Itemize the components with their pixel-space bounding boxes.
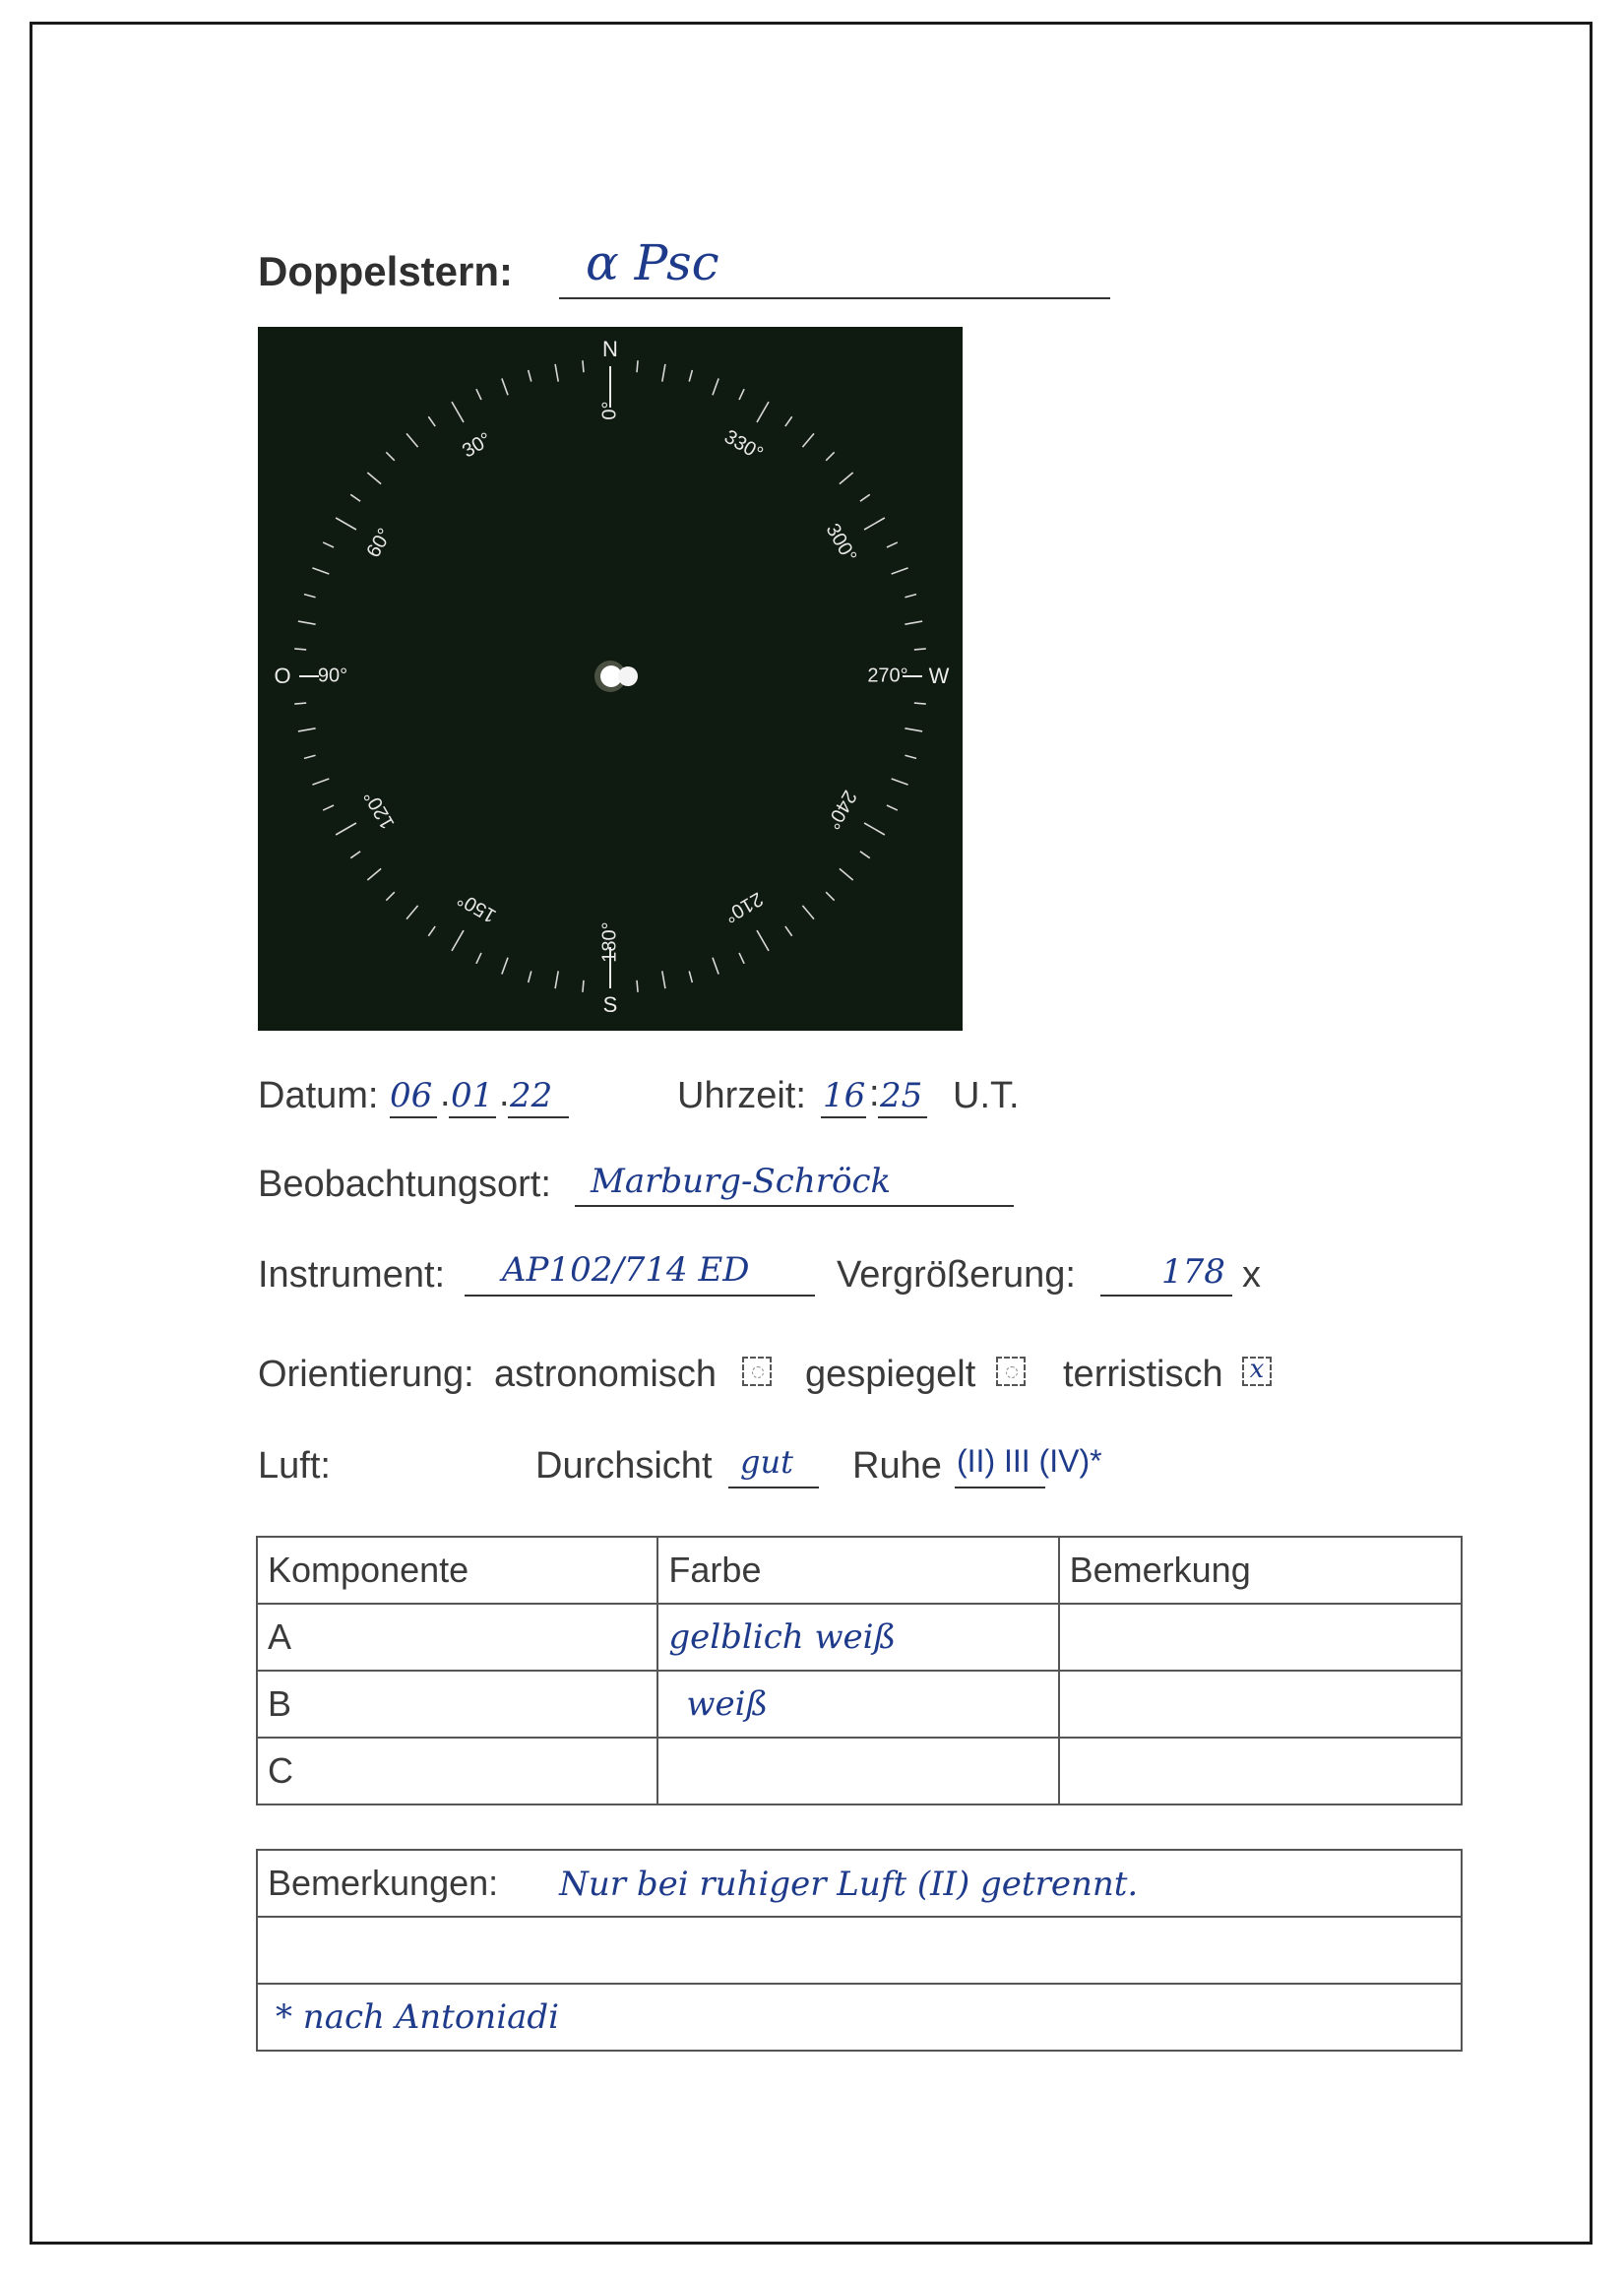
remarks-blank-line[interactable] <box>257 1917 1462 1984</box>
compass-tick <box>864 823 885 835</box>
time-sep: : <box>869 1073 880 1114</box>
compass-tick <box>323 542 334 547</box>
cell-remark[interactable] <box>1059 1604 1462 1671</box>
compass-tick <box>428 926 435 936</box>
location-underline <box>575 1205 1014 1207</box>
compass-tick <box>452 930 464 951</box>
degree-label: 150° <box>454 887 501 927</box>
calm-value[interactable]: (II) III (IV)* <box>957 1443 1102 1479</box>
compass-tick <box>583 360 584 372</box>
degree-label: 180° <box>598 921 621 963</box>
compass-tick <box>757 930 769 951</box>
compass-tick <box>386 452 394 460</box>
table-row <box>257 1671 1462 1738</box>
compass-tick <box>294 703 306 704</box>
doppelstern-underline <box>559 297 1110 299</box>
degree-label: 330° <box>719 425 767 466</box>
degree-label: 300° <box>821 520 861 567</box>
compass-tick <box>905 728 922 731</box>
magnification-underline <box>1100 1295 1232 1297</box>
compass-tick <box>802 433 814 447</box>
remarks-row <box>257 1850 1462 1917</box>
compass-tick <box>350 494 360 501</box>
orientation-option-astronomisch: astronomisch <box>494 1354 717 1395</box>
east-label: O <box>274 664 291 688</box>
degree-label: 90° <box>317 665 348 687</box>
compass-tick <box>476 389 481 400</box>
compass-tick <box>476 953 481 964</box>
eyepiece-field <box>258 327 963 1031</box>
compass-tick <box>840 868 853 880</box>
compass-tick <box>298 728 316 731</box>
compass-tick <box>905 595 916 598</box>
compass-tick <box>367 473 381 484</box>
compass-tick <box>785 416 792 426</box>
west-label: W <box>928 664 950 688</box>
compass-tick <box>757 402 769 422</box>
remarks-row <box>257 1917 1462 1984</box>
checkbox-terristisch-mark: x <box>1249 1355 1265 1384</box>
compass-tick <box>367 868 381 880</box>
compass-tick <box>905 621 922 624</box>
compass-tick <box>802 906 814 919</box>
date-month-underline <box>449 1116 496 1118</box>
magnification-suffix: x <box>1242 1254 1261 1296</box>
compass-tick <box>887 542 898 547</box>
table-row <box>257 1738 1462 1804</box>
cell-remark[interactable] <box>1059 1738 1462 1804</box>
header-farbe: Farbe <box>657 1537 1058 1604</box>
orientation-label: Orientierung: <box>258 1354 474 1395</box>
remarks-text[interactable]: Nur bei ruhiger Luft (II) getrennt. <box>559 1865 1139 1904</box>
compass-tick <box>826 452 834 460</box>
time-minute-underline <box>878 1116 927 1118</box>
date-year-underline <box>508 1116 569 1118</box>
compass-tick <box>312 568 329 574</box>
compass-tick <box>428 416 435 426</box>
compass-tick <box>713 378 718 395</box>
compass-tick <box>452 402 464 422</box>
compass-tick <box>713 958 718 975</box>
magnification-value[interactable]: 178 <box>1161 1252 1225 1292</box>
date-day-underline <box>390 1116 437 1118</box>
date-sep-1: . <box>440 1073 451 1114</box>
date-day[interactable]: 06 <box>390 1076 433 1115</box>
remarks-label: Bemerkungen: <box>268 1863 499 1903</box>
time-suffix: U.T. <box>953 1075 1020 1116</box>
calm-label: Ruhe <box>852 1445 942 1487</box>
degree-label: 60° <box>362 525 397 562</box>
doppelstern-label: Doppelstern: <box>258 248 514 294</box>
cell-component: C <box>257 1738 657 1804</box>
compass-tick <box>304 755 316 758</box>
table-row <box>257 1604 1462 1671</box>
compass-tick <box>864 518 885 530</box>
degree-label: 270° <box>867 665 908 687</box>
time-hour[interactable]: 16 <box>823 1076 866 1115</box>
air-label: Luft: <box>258 1445 331 1487</box>
compass-tick <box>336 823 356 835</box>
degree-label: 210° <box>719 887 767 927</box>
table-header-row <box>257 1537 1462 1604</box>
compass-rose <box>258 327 963 1031</box>
date-month[interactable]: 01 <box>451 1076 494 1115</box>
date-sep-2: . <box>499 1073 510 1114</box>
double-star <box>594 661 638 692</box>
degree-label: 120° <box>359 786 400 833</box>
compass-tick <box>914 703 926 704</box>
remarks-table <box>256 1849 1463 2052</box>
compass-tick <box>840 473 853 484</box>
checkbox-astronomisch[interactable] <box>742 1357 772 1386</box>
degree-label: 0° <box>598 401 621 420</box>
compass-tick <box>406 906 418 919</box>
compass-tick <box>294 649 306 650</box>
orientation-option-terristisch: terristisch <box>1063 1354 1223 1395</box>
remarks-row <box>257 1984 1462 2051</box>
transparency-label: Durchsicht <box>535 1445 713 1487</box>
compass-tick <box>637 360 638 372</box>
degree-label: 240° <box>821 786 861 833</box>
location-label: Beobachtungsort: <box>258 1164 551 1205</box>
date-label: Datum: <box>258 1075 379 1116</box>
date-year[interactable]: 22 <box>510 1076 553 1115</box>
compass-tick <box>739 953 744 964</box>
compass-tick <box>529 370 531 382</box>
checkbox-gespiegelt[interactable] <box>996 1357 1026 1386</box>
north-label: N <box>602 337 618 361</box>
cell-color[interactable]: weiß <box>657 1671 1058 1738</box>
compass-tick <box>905 755 916 758</box>
cell-color[interactable]: gelblich weiß <box>657 1604 1058 1671</box>
compass-tick <box>312 779 329 785</box>
cell-component: B <box>257 1671 657 1738</box>
compass-tick <box>739 389 744 400</box>
compass-tick <box>386 892 394 900</box>
calm-underline <box>955 1487 1045 1488</box>
south-label: S <box>602 992 618 1017</box>
compass-tick <box>637 981 638 992</box>
degree-label: 30° <box>459 428 496 463</box>
compass-tick <box>914 649 926 650</box>
cell-component: A <box>257 1604 657 1671</box>
cell-color[interactable] <box>657 1738 1058 1804</box>
compass-tick <box>892 779 908 785</box>
checkbox-terristisch[interactable] <box>1242 1357 1272 1386</box>
compass-tick <box>336 518 356 530</box>
header-bemerkung: Bemerkung <box>1059 1537 1462 1604</box>
instrument-label: Instrument: <box>258 1254 446 1296</box>
compass-tick <box>555 971 558 988</box>
doppelstern-value[interactable]: α Psc <box>586 234 719 291</box>
compass-tick <box>350 852 360 858</box>
compass-tick <box>860 852 870 858</box>
compass-tick <box>502 378 508 395</box>
compass-tick <box>785 926 792 936</box>
orientation-option-gespiegelt: gespiegelt <box>805 1354 976 1395</box>
instrument-underline <box>465 1295 815 1297</box>
transparency-underline <box>728 1487 819 1488</box>
magnification-label: Vergrößerung: <box>837 1254 1076 1296</box>
header-komponente: Komponente <box>257 1537 657 1604</box>
compass-tick <box>887 805 898 810</box>
compass-tick <box>323 805 334 810</box>
compass-tick <box>304 595 316 598</box>
compass-tick <box>689 971 692 982</box>
components-table <box>256 1536 1463 1805</box>
cell-remark[interactable] <box>1059 1671 1462 1738</box>
time-minute[interactable]: 25 <box>880 1076 923 1115</box>
compass-tick <box>502 958 508 975</box>
compass-tick <box>298 621 316 624</box>
compass-tick <box>555 364 558 382</box>
transparency-value[interactable]: gut <box>740 1443 793 1481</box>
instrument-value[interactable]: AP102/714 ED <box>502 1250 750 1290</box>
compass-tick <box>860 494 870 501</box>
time-label: Uhrzeit: <box>677 1075 806 1116</box>
compass-tick <box>826 892 834 900</box>
compass-tick <box>529 971 531 982</box>
compass-tick <box>662 364 665 382</box>
time-hour-underline <box>821 1116 866 1118</box>
location-value[interactable]: Marburg-Schröck <box>591 1162 892 1201</box>
compass-tick <box>406 433 418 447</box>
compass-tick <box>662 971 665 988</box>
compass-tick <box>583 981 584 992</box>
compass-tick <box>892 568 908 574</box>
footnote-text: * nach Antoniadi <box>257 1984 1462 2051</box>
compass-tick <box>689 370 692 382</box>
